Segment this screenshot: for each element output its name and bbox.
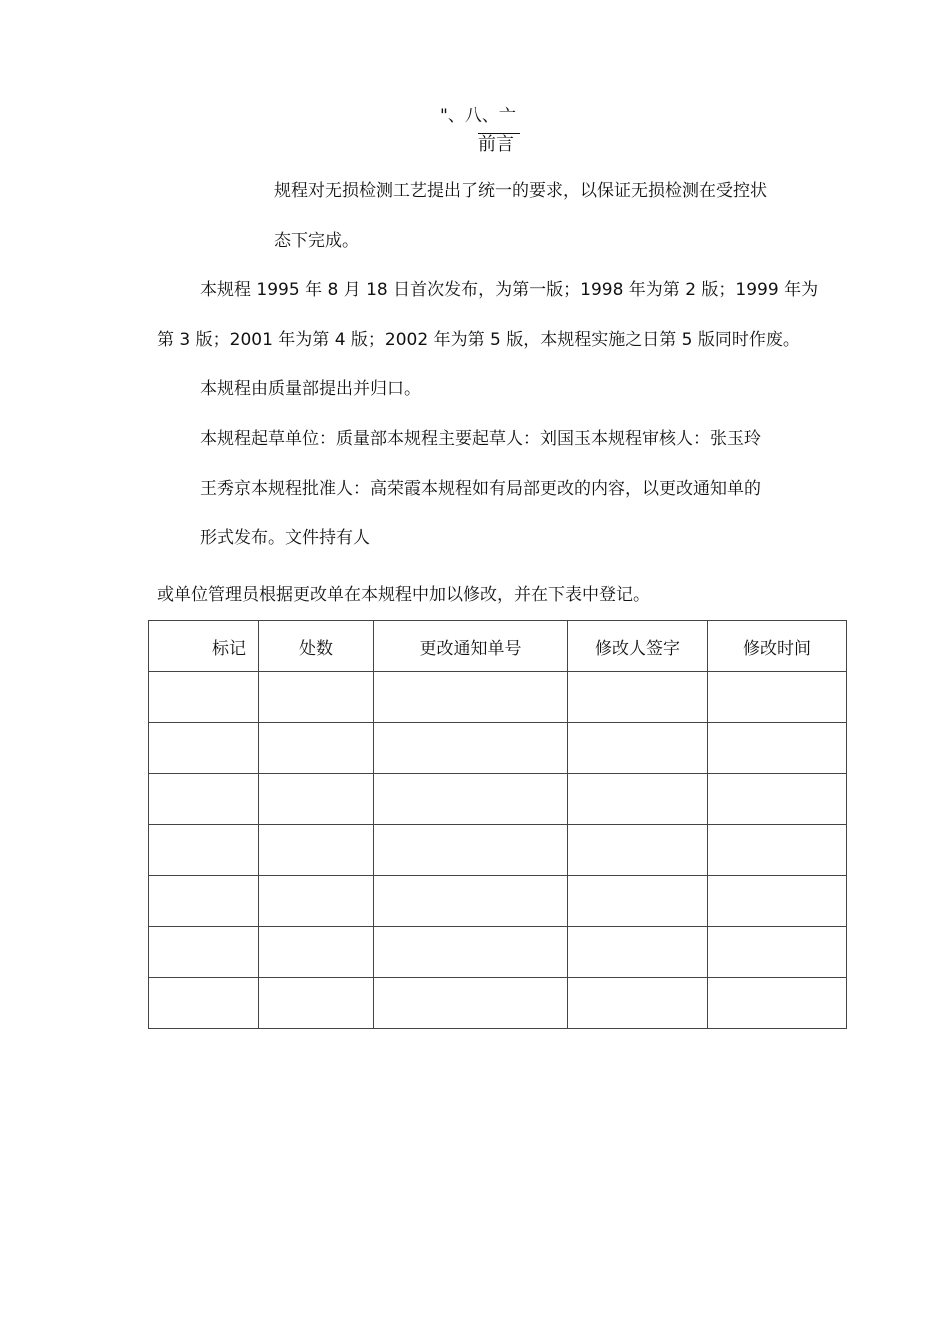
table-cell	[259, 672, 374, 723]
paragraph-2-line-2: 第 3 版；2001 年为第 4 版；2002 年为第 5 版，本规程实施之日第 5 版同时作废。	[157, 330, 800, 350]
table-row	[149, 672, 847, 723]
table-cell	[149, 774, 259, 825]
page-title: 前言	[478, 134, 514, 155]
garbled-header-mark: "、八、亠	[440, 106, 516, 126]
table-cell	[708, 927, 847, 978]
header-modification-time: 修改时间	[708, 621, 847, 672]
table-cell	[374, 774, 568, 825]
paragraph-1-line-2: 态下完成。	[274, 231, 359, 251]
change-record-table	[148, 620, 847, 1029]
table-cell	[149, 723, 259, 774]
table-cell	[708, 978, 847, 1029]
table-cell	[374, 825, 568, 876]
table-cell	[568, 978, 708, 1029]
table-cell	[149, 978, 259, 1029]
paragraph-1-line-1: 规程对无损检测工艺提出了统一的要求，以保证无损检测在受控状	[274, 181, 767, 201]
header-modifier-signature: 修改人签字	[568, 621, 708, 672]
table-cell	[568, 927, 708, 978]
paragraph-5: 或单位管理员根据更改单在本规程中加以修改，并在下表中登记。	[157, 585, 650, 605]
table-row	[149, 774, 847, 825]
paragraph-3: 本规程由质量部提出并归口。	[200, 379, 421, 399]
table-cell	[568, 876, 708, 927]
table-cell	[149, 876, 259, 927]
paragraph-4-line-3: 形式发布。文件持有人	[200, 528, 370, 548]
header-mark: 标记	[149, 621, 259, 672]
table-row	[149, 723, 847, 774]
table-cell	[259, 723, 374, 774]
table-cell	[374, 672, 568, 723]
table-row	[149, 927, 847, 978]
table-cell	[708, 672, 847, 723]
paragraph-2-line-1: 本规程 1995 年 8 月 18 日首次发布，为第一版；1998 年为第 2 版；1999 年为	[200, 280, 819, 300]
table-cell	[259, 774, 374, 825]
table-cell	[149, 927, 259, 978]
header-change-notice-number: 更改通知单号	[374, 621, 568, 672]
table-cell	[568, 723, 708, 774]
table-cell	[374, 927, 568, 978]
table-cell	[259, 876, 374, 927]
table-cell	[149, 825, 259, 876]
table-cell	[259, 927, 374, 978]
table-cell	[708, 876, 847, 927]
header-count: 处数	[259, 621, 374, 672]
table-row	[149, 876, 847, 927]
paragraph-4-line-2: 王秀京本规程批准人：高荣霞本规程如有局部更改的内容，以更改通知单的	[200, 479, 761, 499]
paragraph-4-line-1: 本规程起草单位：质量部本规程主要起草人：刘国玉本规程审核人：张玉玲	[200, 429, 761, 449]
table-row	[149, 825, 847, 876]
table-cell	[568, 774, 708, 825]
table-cell	[374, 723, 568, 774]
table-cell	[708, 723, 847, 774]
table-cell	[568, 672, 708, 723]
table-cell	[568, 825, 708, 876]
table-cell	[259, 825, 374, 876]
table-row	[149, 978, 847, 1029]
table-cell	[708, 774, 847, 825]
table-cell	[259, 978, 374, 1029]
table-cell	[708, 825, 847, 876]
table-header-row	[149, 621, 847, 672]
table-cell	[149, 672, 259, 723]
table-cell	[374, 876, 568, 927]
table-cell	[374, 978, 568, 1029]
